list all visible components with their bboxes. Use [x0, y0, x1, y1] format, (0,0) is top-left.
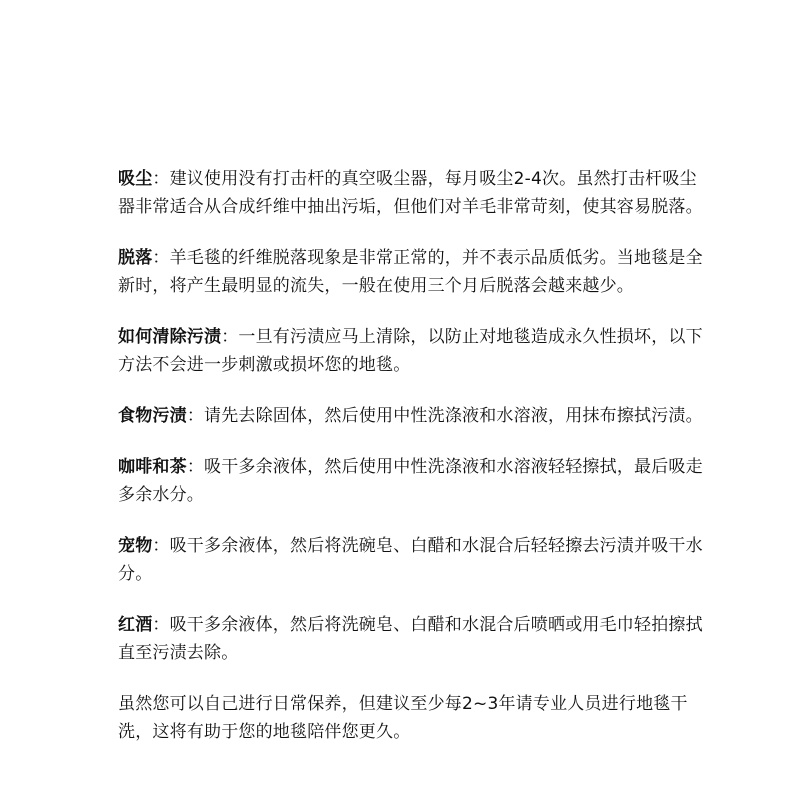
food-stain-separator: ：	[186, 406, 205, 426]
red-wine-term: 红酒	[118, 615, 153, 635]
closing-paragraph: 虽然您可以自己进行日常保养，但建议至少每2~3年请专业人员进行地毯干洗，这将有助于您的地毯陪伴您更久。	[118, 694, 688, 742]
food-stain-term: 食物污渍	[118, 406, 187, 426]
coffee-tea-text: 吸干多余液体，然后使用中性洗涤液和水溶液轻轻擦拭，最后吸走多余水分。	[118, 457, 703, 505]
stain-removal-text: 一旦有污渍应马上清除，以防止对地毯造成永久性损坏，以下方法不会进一步刺激或损坏您的地毯。	[118, 327, 703, 375]
stain-removal-term: 如何清除污渍	[118, 327, 222, 347]
vacuuming-paragraph	[118, 165, 708, 221]
vacuuming-text: 建议使用没有打击杆的真空吸尘器，每月吸尘2-4次。虽然打击杆吸尘器非常适合从合成纤维中抽出污垢，但他们对羊毛非常苛刻，使其容易脱落。	[118, 169, 703, 217]
stain-removal-paragraph	[118, 323, 708, 379]
shedding-paragraph	[118, 244, 708, 300]
coffee-tea-paragraph	[118, 453, 708, 509]
vacuuming-separator: ：	[152, 169, 170, 189]
red-wine-separator: ：	[152, 615, 170, 635]
food-stain-paragraph	[118, 402, 708, 430]
pet-stain-term: 宠物	[118, 536, 153, 556]
shedding-text: 羊毛毯的纤维脱落现象是非常正常的，并不表示品质低劣。当地毯是全新时，将产生最明显的流失，一般在使用三个月后脱落会越来越少。	[118, 248, 703, 296]
coffee-tea-term: 咖啡和茶	[118, 457, 187, 477]
coffee-tea-separator: ：	[186, 457, 205, 477]
pet-stain-separator: ：	[152, 536, 170, 556]
red-wine-text: 吸干多余液体，然后将洗碗皂、白醋和水混合后喷晒或用毛巾轻拍擦拭直至污渍去除。	[118, 615, 703, 663]
shedding-term: 脱落	[118, 248, 153, 268]
pet-stain-text: 吸干多余液体，然后将洗碗皂、白醋和水混合后轻轻擦去污渍并吸干水分。	[118, 536, 703, 584]
red-wine-paragraph	[118, 611, 708, 667]
vacuuming-term: 吸尘	[118, 169, 153, 189]
shedding-separator: ：	[152, 248, 170, 268]
pet-stain-paragraph	[118, 532, 708, 588]
stain-removal-separator: ：	[221, 327, 239, 347]
food-stain-text: 请先去除固体，然后使用中性洗涤液和水溶液，用抹布擦拭污渍。	[204, 406, 703, 426]
care-instructions	[118, 165, 708, 746]
